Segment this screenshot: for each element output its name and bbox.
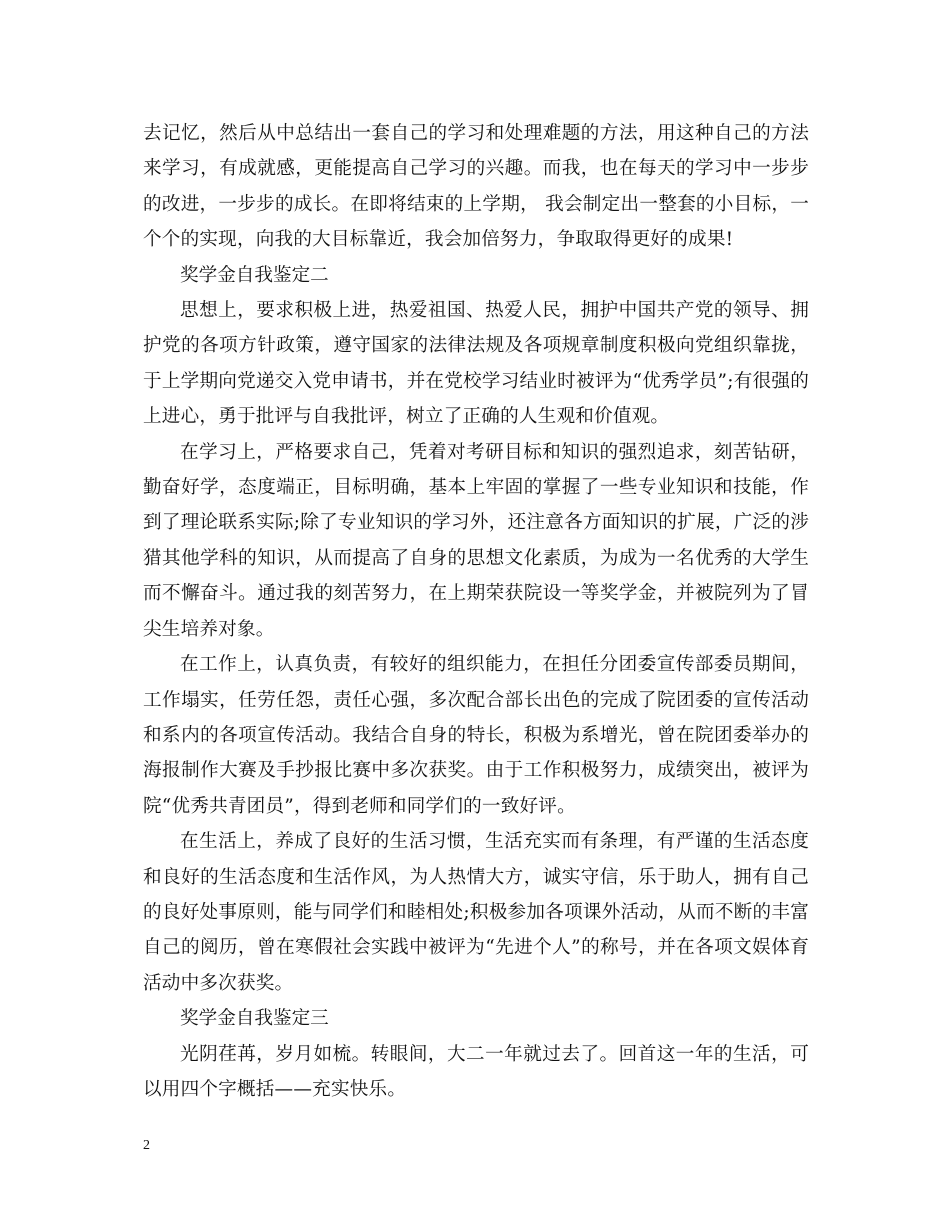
paragraph: 在生活上，养成了良好的生活习惯，生活充实而有条理，有严谨的生活态度和良好的生活态度和生活作风，为人热情大方，诚实守信，乐于助人，拥有自己的良好处事原则，能与同学们和睦相处;积极参加各项课外活动，从而不断的丰富自己的阅历，曾在寒假社会实践中被评为“先进个人”的称号，并在各项文娱体育活动中多次获奖。	[143, 831, 809, 994]
page-number: 2	[143, 1138, 150, 1153]
paragraph: 光阴荏苒，岁月如梳。转眼间，大二一年就过去了。回首这一年的生活，可以用四个字概括——充实快乐。	[143, 1043, 809, 1100]
paragraph: 思想上，要求积极上进，热爱祖国、热爱人民，拥护中国共产党的领导、拥护党的各项方针政策，遵守国家的法律法规及各项规章制度积极向党组织靠拢，于上学期向党递交入党申请书，并在党校学习结业时被评为“优秀学员”;有很强的上进心，勇于批评与自我批评，树立了正确的人生观和价值观。	[143, 300, 809, 428]
paragraph: 去记忆，然后从中总结出一套自己的学习和处理难题的方法，用这种自己的方法来学习，有成就感，更能提高自己学习的兴趣。而我，也在每天的学习中一步步的改进，一步步的成长。在即将结束的上学期， 我会制定出一整套的小目标，一个个的实现，向我的大目标靠近，我会加倍努力，争取取得更好的成果!	[143, 123, 809, 251]
section-heading: 奖学金自我鉴定三	[180, 1008, 329, 1030]
paragraph: 在学习上，严格要求自己，凭着对考研目标和知识的强烈追求，刻苦钻研，勤奋好学，态度端正，目标明确，基本上牢固的掌握了一些专业知识和技能，作到了理论联系实际;除了专业知识的学习外，还注意各方面知识的扩展，广泛的涉猎其他学科的知识，从而提高了自身的思想文化素质，为成为一名优秀的大学生而不懈奋斗。通过我的刻苦努力，在上期荣获院设一等奖学金，并被院列为了冒尖生培养对象。	[143, 441, 809, 640]
document-body	[143, 116, 809, 1107]
paragraph: 在工作上，认真负责，有较好的组织能力，在担任分团委宣传部委员期间，工作塌实，任劳任怨，责任心强，多次配合部长出色的完成了院团委的宣传活动和系内的各项宣传活动。我结合自身的特长，积极为系增光，曾在院团委举办的海报制作大赛及手抄报比赛中多次获奖。由于工作积极努力，成绩突出，被评为院“优秀共青团员”，得到老师和同学们的一致好评。	[143, 654, 809, 817]
section-heading: 奖学金自我鉴定二	[180, 264, 329, 286]
